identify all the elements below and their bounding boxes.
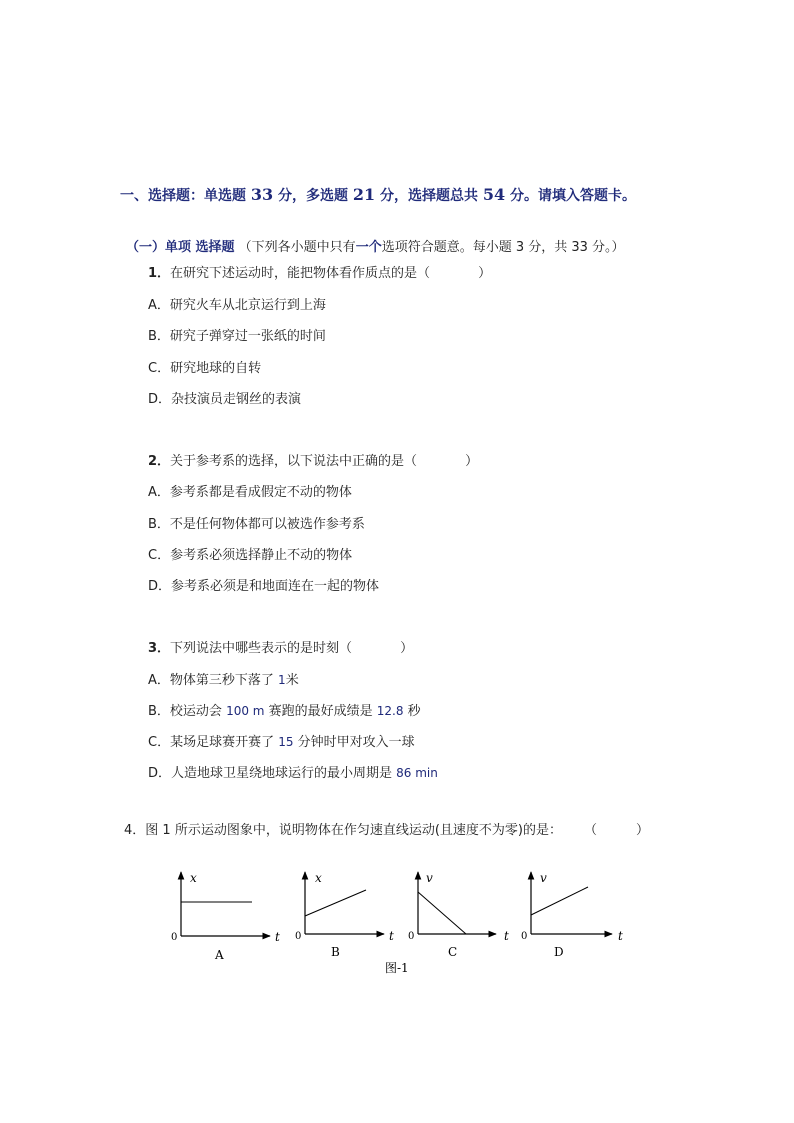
subsection-heading (126, 236, 625, 255)
option-letter: A． (148, 673, 170, 688)
option-text: 参考系必须是和地面连在一起的物体 (171, 579, 380, 594)
option-text: 校运动会 (169, 704, 227, 719)
option-text: 研究火车从北京运行到上海 (169, 298, 326, 313)
option-letter: B． (148, 517, 170, 532)
question-close: ） (465, 454, 479, 469)
question-4-stem (124, 819, 649, 838)
x-axis-label: t (504, 929, 509, 943)
question-text: 关于参考系的选择，以下说法中正确的是（ (170, 454, 418, 469)
q3-option-b[interactable] (148, 700, 421, 719)
graph-d (521, 871, 623, 959)
option-text: 研究子弹穿过一张纸的时间 (169, 329, 326, 344)
figure-caption: 图-1 (385, 961, 409, 975)
q2-option-d[interactable] (148, 575, 379, 594)
y-axis-label: x (190, 871, 197, 885)
origin-label: 0 (521, 931, 528, 942)
q2-option-b[interactable] (148, 513, 365, 532)
option-letter: A． (148, 298, 170, 313)
q1-option-b[interactable] (148, 325, 326, 344)
question-3-stem (148, 637, 413, 656)
option-text: 物体第三秒下落了 (169, 673, 279, 688)
option-number: 1 (278, 673, 286, 687)
option-letter: D． (148, 579, 172, 594)
subsection-instruction-bold: 一个 (355, 240, 382, 255)
graph-line (418, 892, 466, 934)
option-letter: C． (148, 548, 171, 563)
option-number: 86 min (396, 766, 438, 780)
question-number: 1． (148, 266, 171, 281)
question-2-stem (148, 450, 478, 469)
option-text: 不是任何物体都可以被选作参考系 (169, 517, 365, 532)
y-axis-label: x (315, 871, 322, 885)
graph-label: B (331, 945, 340, 959)
question-close: ） (478, 266, 492, 281)
question-number: 2． (148, 454, 171, 469)
subsection-instruction-a: （下列各小题中只有 (238, 240, 356, 255)
option-text-mid: 赛跑的最好成绩是 (264, 704, 377, 719)
subsection-label: （一）单项 选择题 (126, 240, 235, 255)
option-text-tail: 米 (285, 673, 299, 688)
option-text: 杂技演员走钢丝的表演 (171, 392, 302, 407)
option-letter: B． (148, 704, 170, 719)
q1-option-d[interactable] (148, 388, 301, 407)
section-heading (120, 185, 636, 205)
x-axis-label: t (275, 930, 280, 944)
q2-option-c[interactable] (148, 544, 352, 563)
single-points: 33 (250, 185, 274, 204)
section-suffix: 分。请填入答题卡。 (510, 188, 637, 204)
q2-option-a[interactable] (148, 481, 352, 500)
q3-option-c[interactable] (148, 731, 415, 750)
x-axis-label: t (389, 929, 394, 943)
option-letter: D． (148, 392, 172, 407)
q3-option-a[interactable] (148, 669, 299, 688)
question-1-stem (148, 262, 491, 281)
option-text: 研究地球的自转 (170, 361, 262, 376)
q3-option-d[interactable] (148, 762, 438, 781)
figure-1-graphs (160, 862, 640, 982)
section-fen1: 分，多选题 (278, 188, 349, 204)
question-close: ） (400, 641, 414, 656)
graph-line (305, 890, 366, 916)
question-number: 3． (148, 641, 171, 656)
option-number: 15 (278, 735, 294, 749)
graph-line (531, 887, 588, 915)
origin-label: 0 (408, 931, 415, 942)
graph-b (295, 871, 394, 959)
option-letter: B． (148, 329, 170, 344)
question-text: 图 1 所示运动图象中，说明物体在作匀速直线运动(且速度不为零)的是： (145, 823, 562, 838)
y-axis-label: v (540, 871, 547, 885)
option-text-tail: 秒 (403, 704, 421, 719)
option-letter: C． (148, 361, 171, 376)
option-number: 100 m (226, 704, 265, 718)
section-fen2: 分，选择题总共 (380, 188, 479, 204)
graph-label: C (448, 945, 458, 959)
option-text: 某场足球赛开赛了 (170, 735, 279, 750)
option-text: 参考系都是看成假定不动的物体 (169, 485, 352, 500)
option-text-tail: 分钟时甲对攻入一球 (293, 735, 415, 750)
option-number-2: 12.8 (376, 704, 404, 718)
graph-a (171, 871, 280, 962)
q1-option-a[interactable] (148, 294, 326, 313)
question-number: 4． (124, 823, 146, 838)
origin-label: 0 (295, 931, 302, 942)
subsection-instruction-b: 选项符合题意。每小题 3 分，共 33 分。） (381, 240, 625, 255)
option-letter: C． (148, 735, 171, 750)
graph-label: D (554, 945, 564, 959)
total-points: 54 (482, 185, 506, 204)
question-text: 下列说法中哪些表示的是时刻（ (170, 641, 353, 656)
graph-label: A (215, 948, 224, 962)
option-text: 参考系必须选择静止不动的物体 (170, 548, 353, 563)
question-text: 在研究下述运动时，能把物体看作质点的是（ (170, 266, 431, 281)
x-axis-label: t (618, 929, 623, 943)
q1-option-c[interactable] (148, 357, 261, 376)
section-prefix: 一、选择题：单选题 (120, 188, 246, 204)
graph-c (408, 871, 509, 959)
answer-blank[interactable]: （ ） (583, 823, 649, 838)
origin-label: 0 (171, 932, 178, 943)
option-text: 人造地球卫星绕地球运行的最小周期是 (171, 766, 397, 781)
multi-points: 21 (352, 185, 376, 204)
option-letter: A． (148, 485, 170, 500)
option-letter: D． (148, 766, 172, 781)
y-axis-label: v (426, 871, 433, 885)
